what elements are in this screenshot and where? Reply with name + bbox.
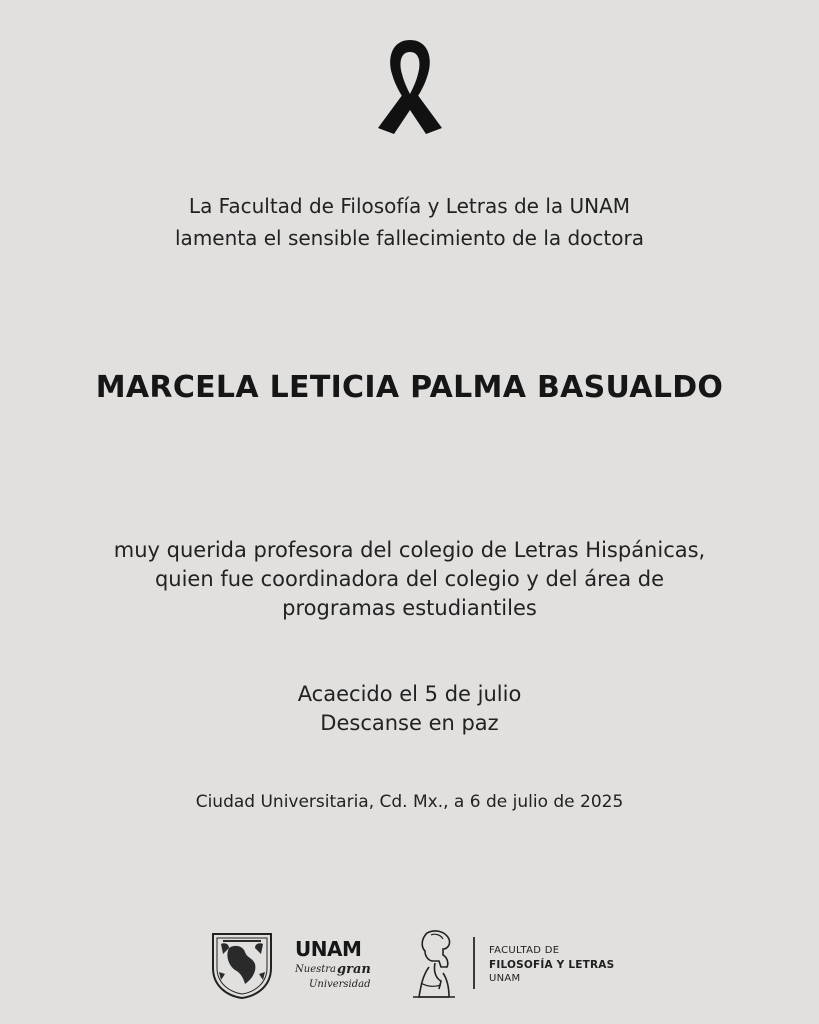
svg-text:gran: gran	[337, 962, 371, 977]
unam-tagline-logo	[295, 961, 385, 991]
faculty-line-2: FILOSOFÍA Y LETRAS	[489, 959, 615, 971]
description-line-1: muy querida profesora del colegio de Letras Hispánicas,	[113, 538, 706, 562]
unam-seal-logo	[209, 928, 275, 1000]
mourning-ribbon-icon	[370, 32, 450, 140]
faculty-line-3: UNAM	[489, 973, 521, 984]
footer-logos	[205, 925, 625, 1005]
unam-wordmark: UNAM	[295, 937, 362, 961]
svg-text:Universidad: Universidad	[309, 979, 371, 990]
athena-logo	[405, 927, 463, 1001]
svg-text:Nuestra: Nuestra	[295, 964, 337, 975]
intro-line-2: lamenta el sensible fallecimiento de la doctora	[175, 226, 644, 250]
place-and-date: Ciudad Universitaria, Cd. Mx., a 6 de julio de 2025	[195, 792, 624, 812]
death-date: Acaecido el 5 de julio	[297, 682, 522, 706]
faculty-line-1: FACULTAD DE	[489, 945, 560, 956]
description-line-3: programas estudiantiles	[282, 596, 537, 620]
deceased-name: MARCELA LETICIA PALMA BASUALDO	[95, 370, 724, 405]
rest-in-peace: Descanse en paz	[320, 711, 499, 735]
intro-line-1: La Facultad de Filosofía y Letras de la UNAM	[188, 194, 631, 218]
logo-divider	[473, 937, 475, 989]
description-line-2: quien fue coordinadora del colegio y del área de	[154, 567, 665, 591]
